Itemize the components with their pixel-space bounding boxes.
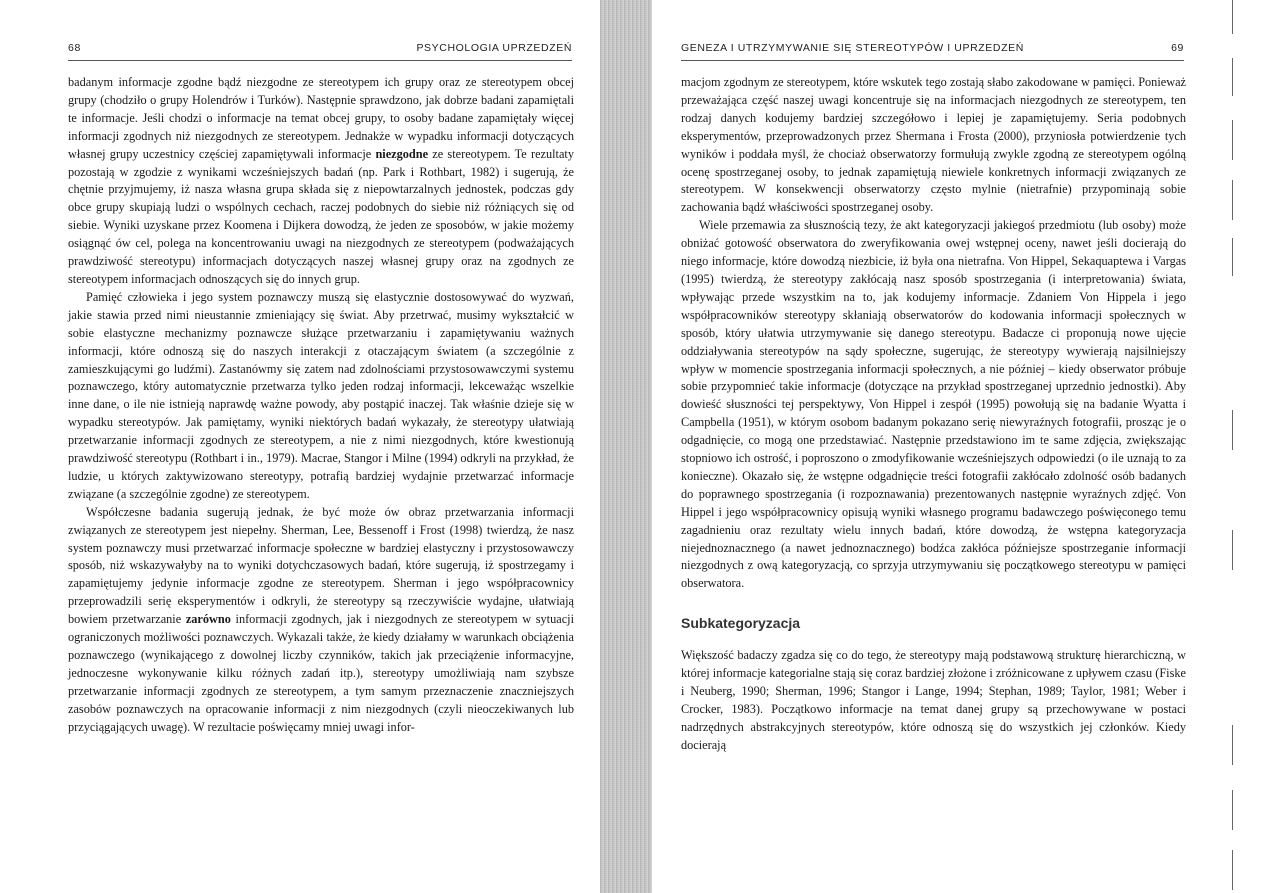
right-body-after-heading — [681, 647, 1186, 754]
section-heading: Subkategoryzacja — [681, 615, 801, 632]
paragraph-text: informacji zgodnych, jak i niezgodnych ze stereotypem w sytuacji ograniczonych możliwości poznawczych. Wykazali także, że kiedy działamy w warunkach obciążenia poznawczego (wynikającego z dowolnej liczby czynników, takich jak przeciążenie informacyjne, jednoczesne wykonywanie kilku różnych zadań itp.), stereotypy umożliwiają nam szybsze przetwarzanie informacji zgodnych ze stereotypem, a tym samym przeznaczenie znaczniejszych zasobów poznawczych na opracowanie informacji z nim niezgodnych (czyli nieoczekiwanych lub przyciągających uwagę). W rezultacie poświęcamy mniej uwagi infor- — [68, 612, 574, 734]
margin-mark — [1232, 120, 1241, 160]
paragraph — [68, 504, 574, 737]
margin-mark — [1232, 180, 1241, 220]
right-page-header — [681, 42, 1184, 58]
paragraph-text: macjom zgodnym ze stereotypem, które wskutek tego zostają słabo zakodowane w pamięci. Ponieważ przeważająca część naszej uwagi koncentruje się na informacjach niezgodnych ze stereotypem, ten rodzaj danych kodujemy bardziej szczegółowo i lepiej je zapamiętujemy. Seria podobnych eksperymentów, przeprowadzonych przez Shermana i Frosta (2000), przyniosła potwierdzenie tych wyników i poddała myśl, że chociaż obserwatorzy formułują zwykle zgodną ze stereotypem ogólną ocenę spostrzeganej osoby, to jednak zapamiętują niewiele konkretnych informacji związanych ze stereotypem. W konsekwencji obserwatorzy często mylnie (nietrafnie) przypominają sobie zachowania bądź właściwości spostrzeganej osoby. — [681, 75, 1186, 215]
margin-scan-marks — [1232, 0, 1252, 893]
paragraph — [68, 289, 574, 504]
paragraph-text: Współczesne badania sugerują jednak, że być może ów obraz przetwarzania informacji związanych ze stereotypem jest niepełny. Sherman, Lee, Bessenoff i Frost (1998) twierdzą, że nasz system poznawczy musi przetwarzać informacje społeczne w bardziej elastyczny i przystosowawczy sposób, niż wskazywałyby na to wyniki dotychczasowych badań, które sugerują, iż spostrzegamy i zapamiętujemy jedynie informacje zgodne ze stereotypem. Sherman i jego współpracownicy przeprowadzili serię eksperymentów i odkryli, że stereotypy są rzeczywiście wydajne, ułatwiają bowiem przetwarzanie — [68, 504, 574, 627]
emphasized-text: zarówno — [185, 612, 231, 627]
paragraph-text: badanym informacje zgodne bądź niezgodne ze stereotypem ich grupy oraz ze stereotypem obcej grupy (chodziło o grupy Holendrów i Turków). Następnie sprawdzono, jak dobrze badani zapamiętali te informacje. Jeśli chodzi o informacje na temat obcej grupy, to osoby badane zapamiętały więcej informacji zgodnych niż niezgodnych ze stereotypem. Jednakże w wypadku informacji dotyczących własnej grupy uczestnicy częściej zapamiętywali informacje — [68, 75, 574, 161]
margin-mark — [1232, 530, 1241, 570]
margin-mark — [1232, 58, 1241, 96]
margin-mark — [1232, 0, 1241, 34]
right-header-rule — [681, 60, 1184, 61]
margin-mark — [1232, 725, 1241, 765]
right-body-before-heading — [681, 74, 1186, 593]
right-page-number: 69 — [1171, 42, 1184, 54]
paragraph — [681, 74, 1186, 217]
left-header-rule — [68, 60, 572, 61]
book-gutter — [600, 0, 652, 893]
margin-mark — [1232, 790, 1241, 830]
right-body-text — [681, 74, 1186, 755]
left-page-number: 68 — [68, 42, 81, 54]
paragraph-text: Pamięć człowieka i jego system poznawczy muszą się elastycznie dostosowywać do wyzwań, jakie stawia przed nimi nieustannie zmieniający się świat. Aby przetrwać, musimy wykształcić w sobie elastyczne mechanizmy poznawcze służące przetwarzaniu i zapamiętywaniu ważnych informacji, które odnoszą się do naszych interakcji z otaczającym światem (a szczególnie z zamieszkującymi go ludźmi). Zastanówmy się zatem nad zdolnościami przystosowawczymi systemu poznawczego, który automatycznie przetwarza tylko jeden rodzaj informacji, lekceważąc wszelkie inne dane, o ile nie istnieją naprawdę ważne powody, aby postąpić inaczej. Tak właśnie dzieje się w wypadku stereotypów. Jak pamiętamy, wyniki niektórych badań wykazały, że stereotypy ułatwiają przetwarzanie informacji zgodnych ze stereotypem, a nie z nimi niezgodnych, które kwestionują prawdziwość stereotypu (Rothbart i in., 1979). Macrae, Stangor i Milne (1994) odkryli na przykład, że ludzie, u których zaktywizowano stereotypy, potrafią bardziej wydajnie przetwarzać informacje związane (a szczególnie zgodne) ze stereotypem. — [68, 289, 574, 501]
left-body-text — [68, 74, 574, 737]
paragraph — [68, 74, 574, 289]
margin-mark — [1232, 410, 1241, 450]
emphasized-text: niezgodne — [375, 146, 429, 161]
left-page-header — [68, 42, 572, 58]
paragraph-text: Wiele przemawia za słusznością tezy, że akt kategoryzacji jakiegoś przedmiotu (lub osoby) może obniżać gotowość obserwatora do zweryfikowania owej wstępnej oceny, nawet jeśli docierają do niego informacje, które dowodzą niezbicie, iż była ona nietrafna. Von Hippel, Sekaquaptewa i Vargas (1995) twierdzą, że stereotypy zakłócają nasz sposób spostrzegania (i interpretowania) świata, wpływając przede wszystkim na to, jak kodujemy informacje. Zdaniem Von Hippela i jego współpracowników stereotypy skłaniają obserwatorów do kodowania informacji społecznych w sposób, który ułatwia utrzymywanie się danego stereotypu. Badacze ci proponują nowe ujęcie oddziaływania stereotypów na sądy społeczne, sugerując, że stereotypy wywierają najsilniejszy wpływ w momencie spostrzegania informacji społecznych, a nie później – kiedy obserwator próbuje sobie przypomnieć takie informacje (dotyczące na przykład spostrzeganej uprzednio jednostki). Aby dowieść słuszności tej perspektywy, Von Hippel i zespół (1995) powołują się na badanie Wyatta i Campbella (1951), w którym osobom badanym pokazano serię niewyraźnych fotografii, prosząc je o odgadnięcie, co mogą one przedstawiać. Następnie przedstawiono im te same zdjęcia, zwiększając stopniowo ich ostrość, i poproszono o zmodyfikowanie wcześniejszych odpowiedzi (o ile uznają to za konieczne). Okazało się, że wstępne odgadnięcie treści fotografii zakłócało zdolność osób badanych do poprawnego spostrzegania (i rozpoznawania) prezentowanych następnie wyraźnych zdjęć. Von Hippel i jego współpracownicy opisują wyniki własnego programu badawczego poświęconego temu zagadnieniu oraz rezultaty wielu innych badań, które dowodzą, że wstępna kategoryzacja niejednoznacznego (a nawet jednoznacznego) bodźca zakłóca późniejsze spostrzeganie informacji niezgodnych z ową kategoryzacją, co sprzyja utrzymywaniu się początkowego stereotypu w pamięci obserwatora. — [681, 218, 1186, 591]
margin-mark — [1232, 238, 1241, 276]
margin-mark — [1232, 850, 1241, 890]
right-page — [655, 0, 1264, 893]
right-running-title: GENEZA I UTRZYMYWANIE SIĘ STEREOTYPÓW I UPRZEDZEŃ — [681, 42, 1024, 54]
paragraph — [681, 217, 1186, 593]
paragraph-text: Większość badaczy zgadza się co do tego, że stereotypy mają podstawową strukturę hierarchiczną, w której informacje kategorialne stają się coraz bardziej złożone i zróżnicowane z upływem czasu (Fiske i Neuberg, 1990; Sherman, 1996; Stangor i Lange, 1994; Stephan, 1989; Taylor, 1981; Weber i Crocker, 1983). Początkowo informacje na temat danej grupy są przechowywane w postaci nadrzędnych abstrakcyjnych stereotypów, które odnoszą się do wszystkich jej członków. Kiedy docierają — [681, 648, 1186, 752]
paragraph — [681, 647, 1186, 754]
left-running-title: PSYCHOLOGIA UPRZEDZEŃ — [416, 42, 572, 54]
left-page — [0, 0, 608, 893]
paragraph-text: ze stereotypem. Te rezultaty pozostają w zgodzie z wynikami wcześniejszych badań (np. Park i Rothbart, 1982) i sugerują, że chętnie przyjmujemy, iż nasza własna grupa składa się z niepowtarzalnych jednostek, podczas gdy obce grupy skupiają ludzi o wspólnych cechach, raczej podobnych do siebie niż różniących się od siebie. Wyniki uzyskane przez Koomena i Dijkera dowodzą, że jeden ze sposobów, w jakie możemy osiągnąć ów cel, polega na koncentrowaniu uwagi na niezgodnych ze stereotypem (podważających prawdziwość stereotypu) informacjach dotyczących naszej własnej grupy oraz na zgodnych ze stereotypem informacjach odnoszących się do innych grup. — [68, 146, 574, 286]
